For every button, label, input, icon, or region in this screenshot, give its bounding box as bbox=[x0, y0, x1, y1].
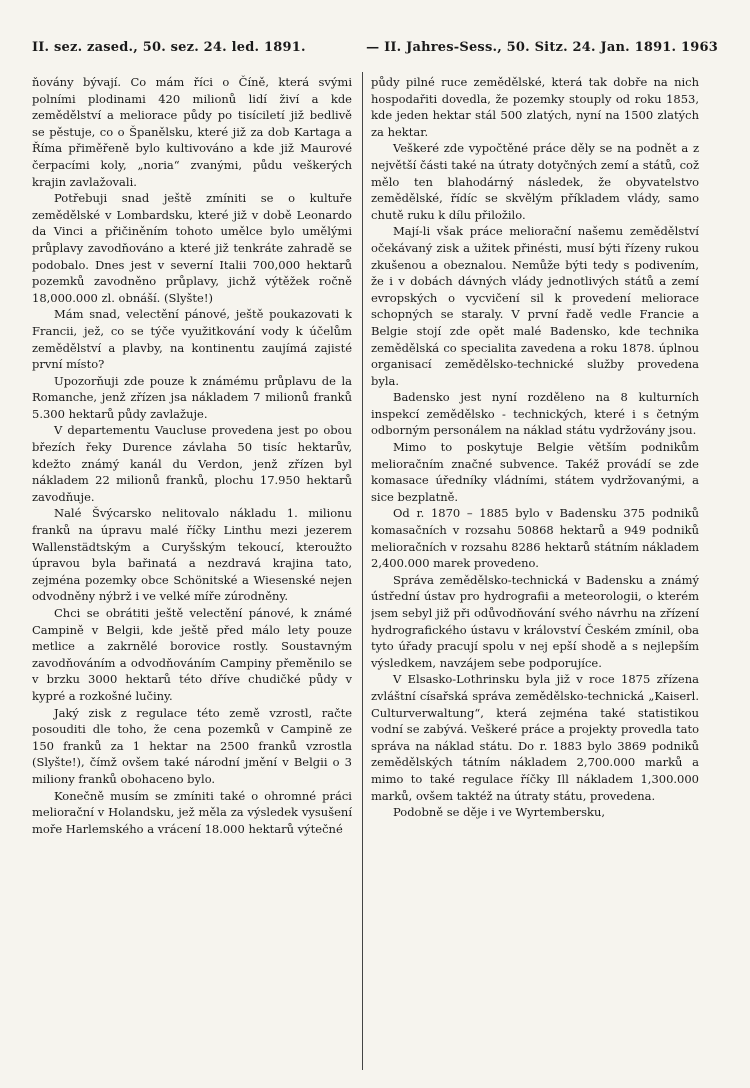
paragraph: Podobně se děje i ve Wyrtembersku, bbox=[393, 805, 606, 820]
paragraph: Potřebuji snad ještě zmíniti se o kultuře zemědělské v Lombardsku, které již v době Leonardo da Vinci a přičiněním tohoto umělce bylo umělými průplavy zavodňováno a které již tenkráte zahradě se podobalo. Dnes jest v severní Italii 700,000 hektarů pozemků zavodněno průplavy, jichž výtěžek ročně 18,000.000 zl. obnáší. (Slyšte!) bbox=[32, 191, 352, 305]
header-left: II. sez. zased., 50. sez. 24. led. 1891. bbox=[32, 40, 306, 55]
paragraph: Konečně musím se zmíniti také o ohromné práci meliorační v Holandsku, jež měla za výsledek vysušení moře Harlemského a vrácení 18.000 hektarů výtečné bbox=[32, 788, 352, 836]
paragraph: Nalé Švýcarsko nelitovalo nákladu 1. milionu franků na úpravu malé říčky Linthu mezi jezerem Wallenstädtským a Curyšským tekoucí, kteroužto úpravou byla bařinatá a nezdravá krajina tato, zejména pozemky obce Schönitské a Wiesenské nejen odvodněny nýbrž i ve velké míře zúrodněny. bbox=[32, 506, 352, 604]
page-header bbox=[32, 40, 718, 64]
paragraph: Badensko jest nyní rozděleno na 8 kulturních inspekcí zemědělsko - technických, které i s četným odborným personálem na náklad státu vydržovány jsou. bbox=[371, 390, 699, 438]
paragraph: ňovány bývají. Co mám říci o Číně, která svými polními plodinami 420 milionů lidí živí a kde zemědělství a meliorace půdy po tisíciletí již bedlivě se pěstuje, co o Španělsku, které již za dob Kartaga a Říma přiměřeně bylo kultivováno a kde již Maurové čerpacími koly, „noria“ zvanými, půdu veškerých krajin zavlažovali. bbox=[32, 75, 352, 189]
paragraph: Jaký zisk z regulace této země vzrostl, račte posouditi dle toho, že cena pozemků v Campině ze 150 franků za 1 hektar na 2500 franků vzrostla (Slyšte!), čímž ovšem také národní jmění v Belgii o 3 miliony franků obohaceno bylo. bbox=[32, 705, 352, 786]
left-column bbox=[32, 74, 352, 1074]
paragraph: půdy pilné ruce zemědělské, která tak dobře na nich hospodařiti dovedla, že pozemky stouply od roku 1853, kde jeden hektar stál 500 zlatých, nyní na 1500 zlatých za hektar. bbox=[371, 75, 699, 139]
paragraph: V Elsasko-Lothrinsku byla již v roce 1875 zřízena zvláštní císařská správa zemědělsko-technická „Kaiserl. Culturverwaltung“, která zejména také statistikou vodní se zabývá. Veškeré práce a projekty provedla tato správa na náklad státu. Do r. 1883 bylo 3869 podniků zemědělských tátním nákladem 2,700.000 marků a mimo to také regulace říčky Ill nákladem 1,300.000 marků, ovšem taktéž na útraty státu, provedena. bbox=[371, 672, 699, 803]
paragraph: Mimo to poskytuje Belgie větším podnikům melioračním značné subvence. Takéž provádí se zde komasace úředníky vládními, státem vydržovanými, a sice bezplatně. bbox=[371, 440, 699, 504]
paragraph: V departementu Vaucluse provedena jest po obou březích řeky Durence závlaha 50 tisíc hektarův, kdežto známý kanál du Verdon, jenž zřízen byl nákladem 22 milionů franků, plochu 17.950 hektarů zavodňuje. bbox=[32, 423, 352, 504]
paragraph: Správa zemědělsko-technická v Badensku a známý ústřední ústav pro hydrografii a meteorologii, o kterém jsem sebyl již při odůvodňování svého návrhu na zřízení hydrografického ústavu v království Českém zmínil, oba tyto úřady pracují spolu v nej epší shodě a s nejlepším výsledkem, navzájem sebe podporujíce. bbox=[371, 572, 699, 670]
column-divider bbox=[362, 72, 363, 1070]
paragraph: Mají-li však práce meliorační našemu zemědělství očekávaný zisk a užitek přinésti, musí býti řízeny rukou zkušenou a obeznalou. Nemůže býti tedy s podivením, že i v dobách dávných vlády jednotlivých států a zemí evropských o vycvičení sil k provedení meliorace schopných se staraly. V první řadě vedle Francie a Belgie stojí zde opět malé Badensko, kde technika zemědělská co specialita zavedena a roku 1878. úplnou organisací zemědělsko-technické služby provedena byla. bbox=[371, 224, 699, 388]
paragraph: Veškeré zde vypočtěné práce děly se na podnět a z největší části také na útraty dotyčných zemí a států, což mělo ten blahodárný následek, že obyvatelstvo zemědělské, řídíc se skvělým příkladem vlády, samo chutě ruku k dílu přiložilo. bbox=[371, 141, 699, 222]
paragraph: Mám snad, velectění pánové, ještě poukazovati k Francii, jež, co se týče využitkování vody k účelům zemědělství a plavby, na kontinentu zaujímá zajisté první místo? bbox=[32, 307, 352, 372]
paragraph: Chci se obrátiti ještě velectění pánové, k známé Campině v Belgii, kde ještě před málo lety pouze metlice a zakrnělé borovice rostly. Soustavným zavodňováním a odvodňováním Campiny přeměnilo se v brzku 3000 hektarů této dříve chudičké půdy v kypré a rozkošné lučiny. bbox=[32, 606, 352, 703]
paragraph: Upozorňuji zde pouze k známému průplavu de la Romanche, jenž zřízen jsa nákladem 7 milionů franků 5.300 hektarů půdy zavlažuje. bbox=[32, 373, 352, 421]
header-right: — II. Jahres-Sess., 50. Sitz. 24. Jan. 1891. 1963 bbox=[366, 40, 718, 55]
paragraph: Od r. 1870 – 1885 bylo v Badensku 375 podniků komasačních v rozsahu 50868 hektarů a 949 podniků melioračních v rozsahu 8286 hektarů státním nákladem 2,400.000 marek provedeno. bbox=[371, 506, 699, 571]
right-column bbox=[371, 74, 699, 1074]
